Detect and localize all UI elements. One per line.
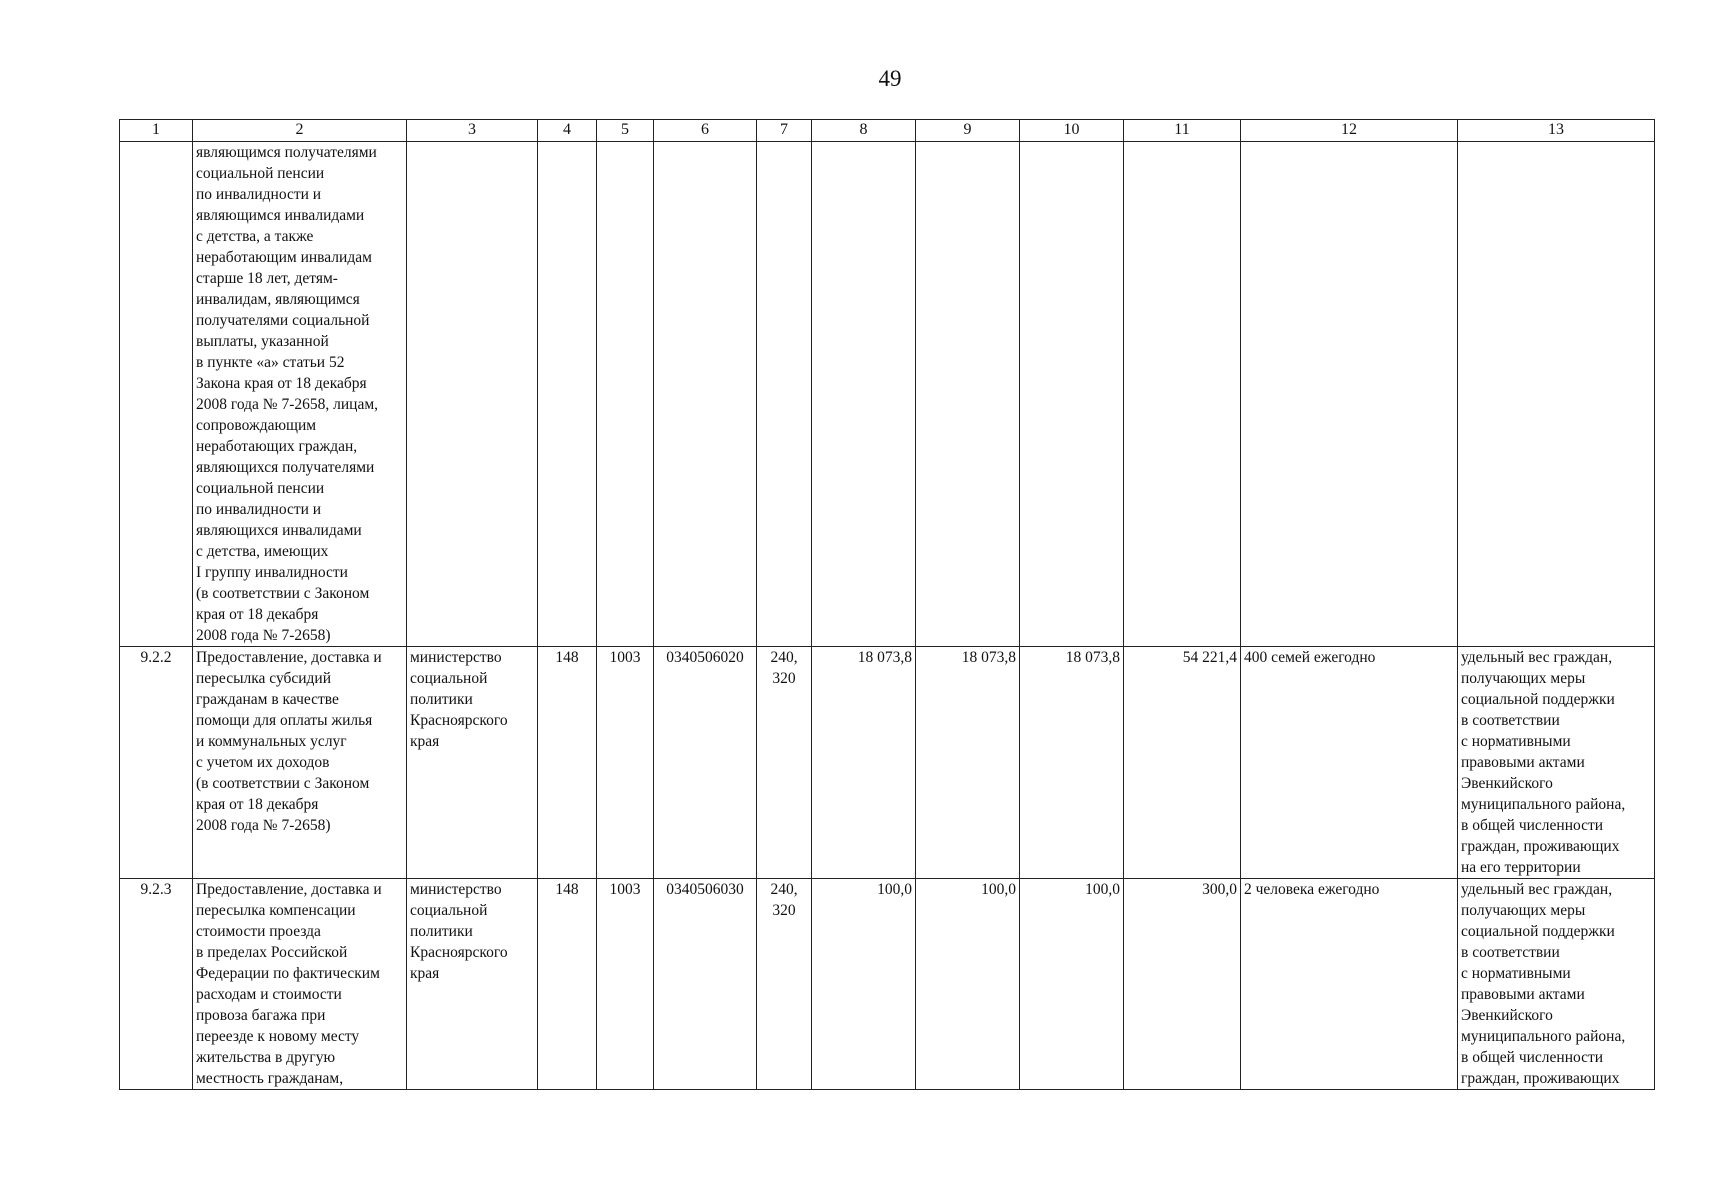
header-cell: 11 [1124,120,1241,142]
row-code-target: 0340506030 [654,879,757,1090]
header-cell: 9 [916,120,1020,142]
row-code-type: 240, 320 [757,647,812,879]
row-code-type: 240, 320 [757,879,812,1090]
empty-cell [757,142,812,647]
header-cell: 10 [1020,120,1124,142]
row-expected-result: 400 семей ежегодно [1241,647,1458,879]
row-amount-year3: 100,0 [1020,879,1124,1090]
row-code-section: 1003 [597,879,654,1090]
row-code-grbs: 148 [538,647,597,879]
header-cell: 12 [1241,120,1458,142]
header-cell: 2 [193,120,407,142]
row-amount-total: 300,0 [1124,879,1241,1090]
row-indicator: удельный вес граждан, получающих меры социальной поддержки в соответствии с нормативными правовыми актами Эвенкийского муниципального района, в общей численности граждан, проживающих [1458,879,1655,1090]
empty-cell [812,142,916,647]
header-cell: 7 [757,120,812,142]
row-code-section: 1003 [597,647,654,879]
row-code-target: 0340506020 [654,647,757,879]
empty-cell [916,142,1020,647]
row-code-grbs: 148 [538,879,597,1090]
empty-cell [654,142,757,647]
header-cell: 5 [597,120,654,142]
row-description: Предоставление, доставка и пересылка компенсации стоимости проезда в пределах Российской Федерации по фактическим расходам и стоимости провоза багажа при переезде к новому месту жительства в другую местность гражданам, [193,879,407,1090]
row-ministry: министерство социальной политики Красноярского края [407,647,538,879]
empty-cell [1020,142,1124,647]
header-cell: 4 [538,120,597,142]
row-amount-year2: 18 073,8 [916,647,1020,879]
empty-cell [597,142,654,647]
row-amount-year2: 100,0 [916,879,1020,1090]
row-amount-total: 54 221,4 [1124,647,1241,879]
header-cell: 13 [1458,120,1655,142]
row-number: 9.2.3 [120,879,193,1090]
program-table [119,119,1655,1090]
empty-cell [1124,142,1241,647]
empty-cell [407,142,538,647]
row-expected-result: 2 человека ежегодно [1241,879,1458,1090]
row-ministry: министерство социальной политики Красноярского края [407,879,538,1090]
header-cell: 8 [812,120,916,142]
header-cell: 6 [654,120,757,142]
row-amount-year1: 100,0 [812,879,916,1090]
row-indicator: удельный вес граждан, получающих меры социальной поддержки в соответствии с нормативными правовыми актами Эвенкийского муниципального района, в общей численности граждан, проживающих на его территории [1458,647,1655,879]
continuation-row [120,142,1655,647]
empty-cell [1241,142,1458,647]
row-number: 9.2.2 [120,647,193,879]
row-description: являющимся получателями социальной пенсии по инвалидности и являющимся инвалидами с детства, а также неработающим инвалидам старше 18 лет, детям- инвалидам, являющимся получателями социальной выплаты, указанной в пункте «а» статьи 52 Закона края от 18 декабря 2008 года № 7-2658, лицам, сопровождающим неработающих граждан, являющихся получателями социальной пенсии по инвалидности и являющихся инвалидами с детства, имеющих I группу инвалидности (в соответствии с Законом края от 18 декабря 2008 года № 7-2658) [193,142,407,647]
header-cell: 1 [120,120,193,142]
empty-cell [120,142,193,647]
header-row [120,120,1655,142]
page-number: 49 [878,66,902,91]
row-amount-year1: 18 073,8 [812,647,916,879]
empty-cell [1458,142,1655,647]
table-row [120,879,1655,1090]
row-amount-year3: 18 073,8 [1020,647,1124,879]
table-row [120,647,1655,879]
row-description: Предоставление, доставка и пересылка субсидий гражданам в качестве помощи для оплаты жилья и коммунальных услуг с учетом их доходов (в соответствии с Законом края от 18 декабря 2008 года № 7-2658) [193,647,407,879]
empty-cell [538,142,597,647]
header-cell: 3 [407,120,538,142]
